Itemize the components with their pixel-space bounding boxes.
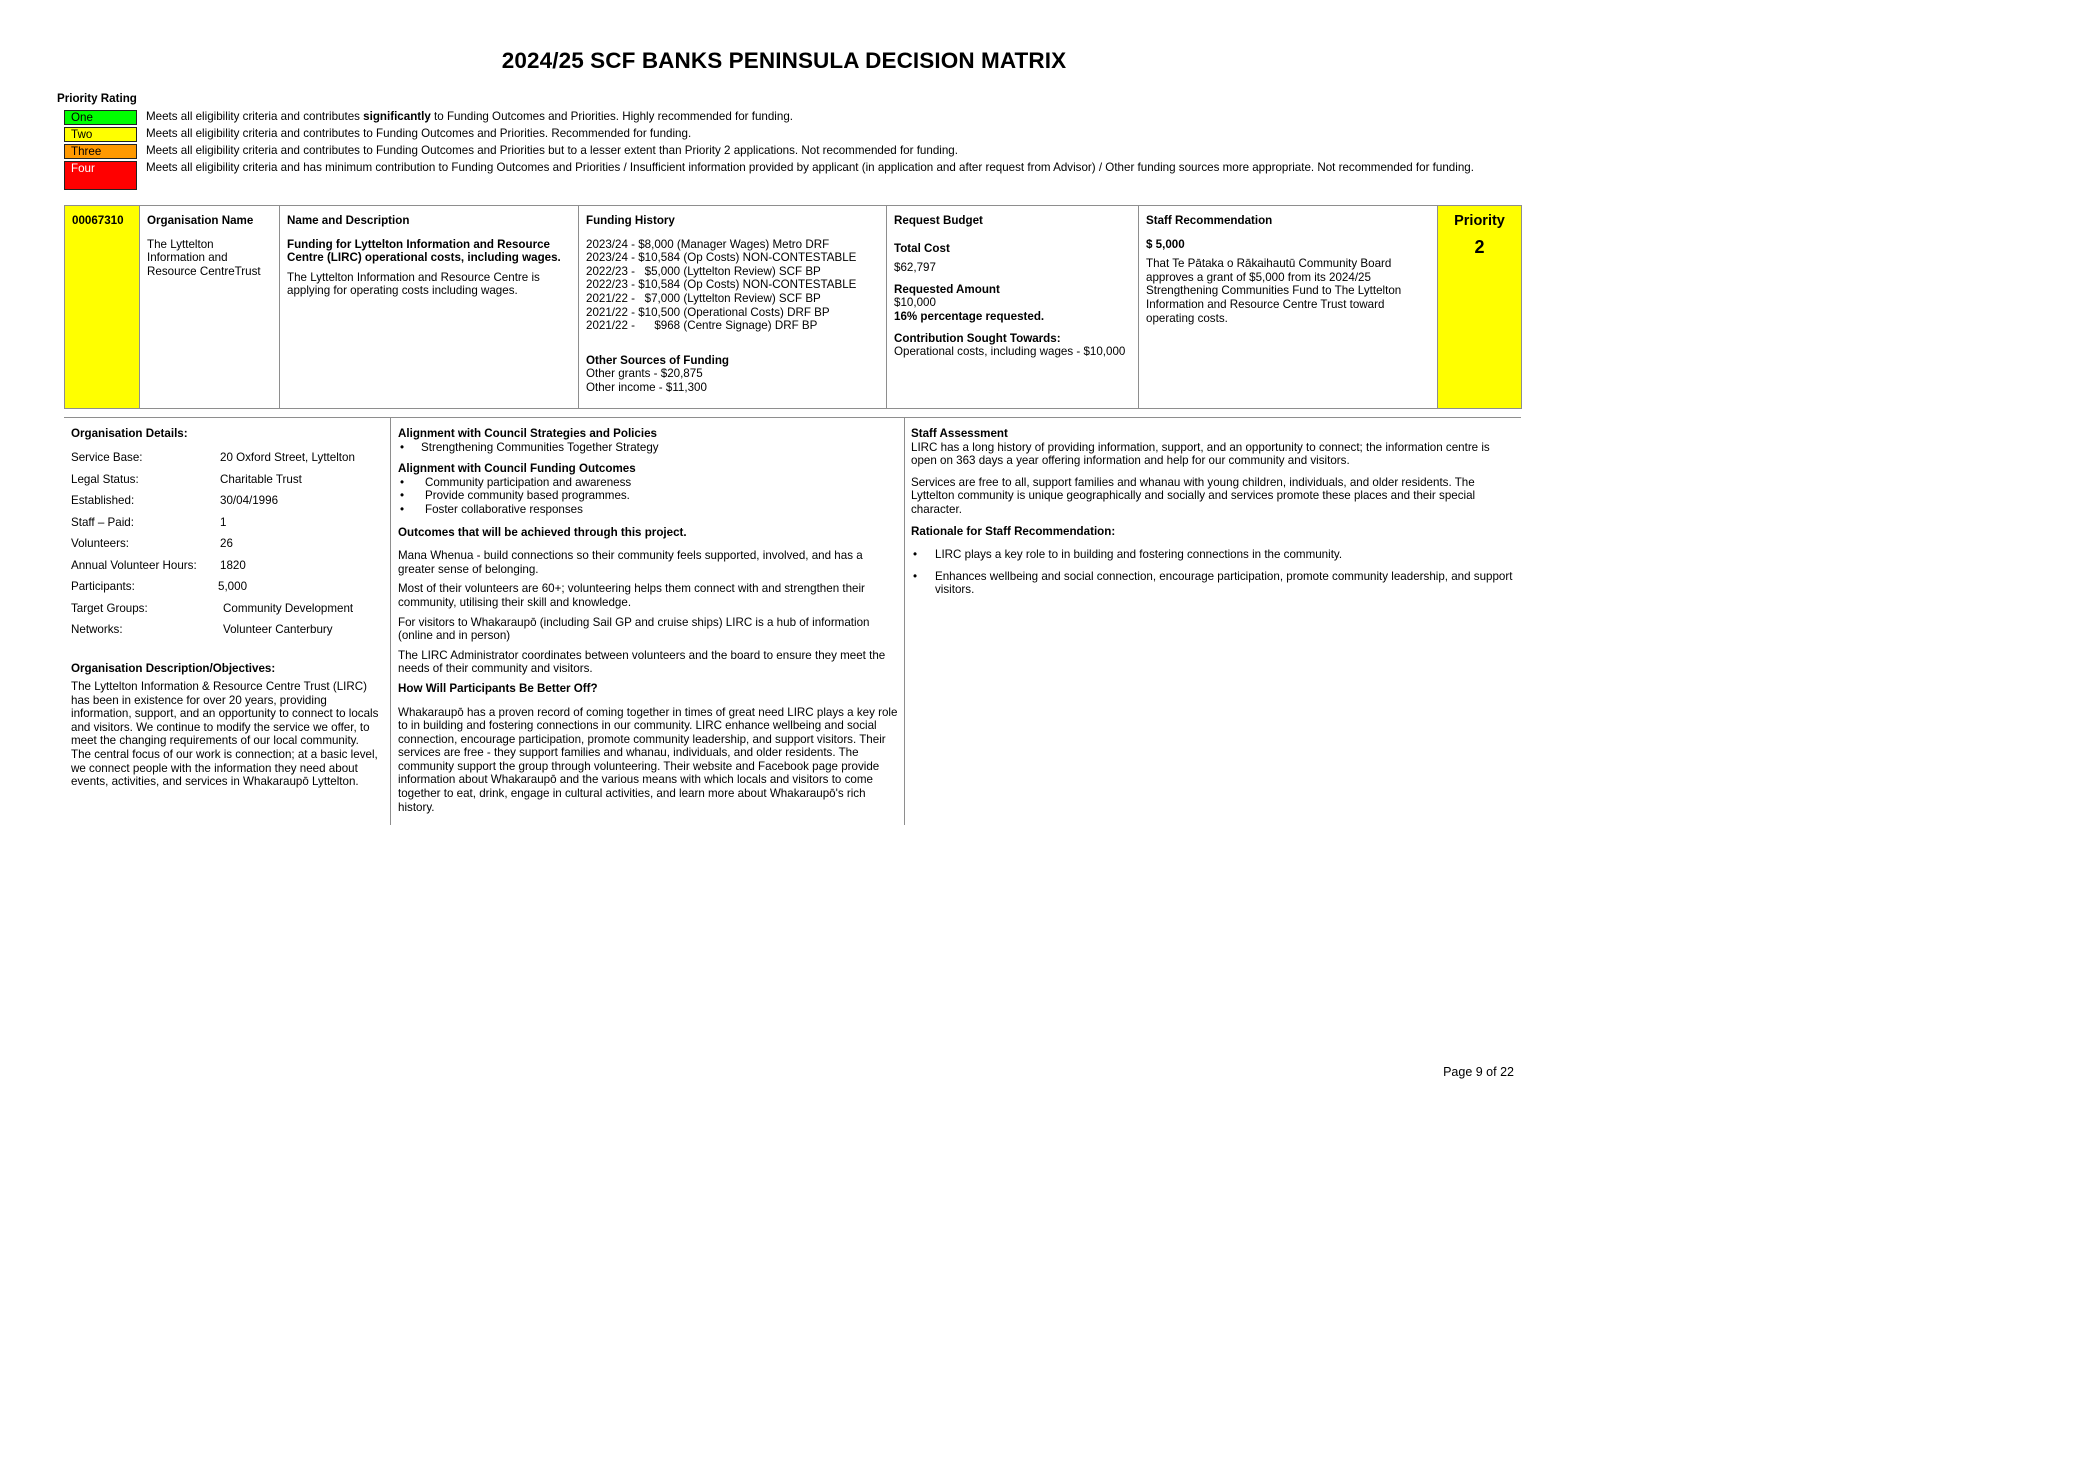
request-budget-cell <box>887 206 1139 409</box>
funding-history-item: 2021/22 - $10,500 (Operational Costs) DRF BP <box>586 305 830 319</box>
detail-value: Volunteer Canterbury <box>223 623 333 636</box>
detail-label: Volunteers: <box>71 537 130 550</box>
detail-label: Annual Volunteer Hours: <box>71 559 197 572</box>
priority-three-desc: Meets all eligibility criteria and contributes to Funding Outcomes and Priorities but to a lesser extent than Priority 2 applications. Not recommended for funding. <box>146 144 958 157</box>
achieved-paragraph: Mana Whenua - build connections so their community feels supported, involved, and has a greater sense of belonging. <box>398 549 863 576</box>
funding-history-item: 2022/23 - $10,584 (Op Costs) NON-CONTESTABLE <box>586 278 857 292</box>
priority-one-label: One <box>64 110 137 125</box>
funding-history-item: 2021/22 - $968 (Centre Signage) DRF BP <box>586 319 818 333</box>
rationale-heading: Rationale for Staff Recommendation: <box>911 524 1116 538</box>
funding-history-item: 2022/23 - $5,000 (Lyttelton Review) SCF BP <box>586 264 821 278</box>
desc-title: Funding for Lyttelton Information and Resource Centre (LIRC) operational costs, including wages. <box>287 237 561 265</box>
rationale-item: • LIRC plays a key role to in building and fostering connections in the community. <box>911 548 1513 562</box>
percentage-requested: 16% percentage requested. <box>894 309 1045 323</box>
funding-history-item: 2023/24 - $10,584 (Op Costs) NON-CONTESTABLE <box>586 251 857 265</box>
desc-heading: Name and Description <box>287 214 410 227</box>
funding-history-item: 2021/22 - $7,000 (Lyttelton Review) SCF BP <box>586 291 821 305</box>
detail-label: Participants: <box>71 580 135 593</box>
detail-value: 30/04/1996 <box>220 494 279 507</box>
total-cost-value: $62,797 <box>894 261 936 275</box>
outcome-item: • Provide community based programmes. <box>398 489 900 503</box>
detail-value: 1 <box>220 516 227 529</box>
rationale-list <box>911 548 1513 597</box>
achieved-paragraph: The LIRC Administrator coordinates between volunteers and the board to ensure they meet the needs of their community and visitors. <box>398 648 886 676</box>
other-source-item: Other income - $11,300 <box>586 380 707 394</box>
staff-assessment-column <box>911 427 1513 597</box>
priority-cell <box>1438 206 1522 409</box>
assessment-paragraph: LIRC has a long history of providing information, support, and an opportunity to connect; the information centre is open on 363 days a year offering information and help for our community and visitors. <box>911 440 1490 468</box>
org-description-heading: Organisation Description/Objectives: <box>71 662 276 675</box>
detail-label: Established: <box>71 494 135 507</box>
detail-value: 1820 <box>220 559 246 572</box>
achieved-heading: Outcomes that will be achieved through this project. <box>398 525 687 539</box>
strategy-item: • Strengthening Communities Together Strategy <box>398 441 900 455</box>
funding-history-heading: Funding History <box>586 214 675 227</box>
recommendation-amount: $ 5,000 <box>1146 237 1185 251</box>
recommendation-heading: Staff Recommendation <box>1146 214 1273 227</box>
priority-four-desc: Meets all eligibility criteria and has minimum contribution to Funding Outcomes and Priorities / Insufficient information provided by applicant (in application and after request from Advisor) / Other funding sources more appropriate. Not recommended for funding. <box>146 161 1474 174</box>
detail-value: 5,000 <box>218 580 248 593</box>
org-name-heading: Organisation Name <box>147 214 254 227</box>
priority-value: 2 <box>1474 236 1485 257</box>
organisation-cell <box>140 206 280 409</box>
other-sources-heading: Other Sources of Funding <box>586 353 729 367</box>
application-id: 00067310 <box>65 206 140 409</box>
column-divider <box>390 418 391 825</box>
other-source-item: Other grants - $20,875 <box>586 367 703 381</box>
rationale-item: • Enhances wellbeing and social connection, encourage participation, promote community leadership, and support visitors. <box>911 570 1513 597</box>
staff-assessment-heading: Staff Assessment <box>911 427 1008 440</box>
org-details-heading: Organisation Details: <box>71 427 188 440</box>
detail-label: Networks: <box>71 623 123 636</box>
detail-value: Community Development <box>223 602 354 615</box>
priority-heading: Priority <box>1454 213 1505 229</box>
detail-value: 26 <box>220 537 233 550</box>
better-off-heading: How Will Participants Be Better Off? <box>398 681 598 695</box>
budget-heading: Request Budget <box>894 214 983 227</box>
funding-history-cell <box>579 206 887 409</box>
detail-label: Legal Status: <box>71 473 139 486</box>
priority-one-desc: Meets all eligibility criteria and contributes significantly to Funding Outcomes and Priorities. Highly recommended for funding. <box>146 110 793 123</box>
description-cell <box>280 206 579 409</box>
strategies-list <box>398 441 900 455</box>
detail-label: Target Groups: <box>71 602 148 615</box>
outcome-item: • Community participation and awareness <box>398 476 900 490</box>
achieved-paragraph: Most of their volunteers are 60+; volunteering helps them connect with and strengthen their community, utilising their skill and knowledge. <box>398 582 865 609</box>
detail-label: Staff – Paid: <box>71 516 134 529</box>
funding-history-item: 2023/24 - $8,000 (Manager Wages) Metro DRF <box>586 237 830 251</box>
priority-three-label: Three <box>64 144 137 159</box>
page-number: Page 9 of 22 <box>1443 1065 1514 1079</box>
priority-rating-heading: Priority Rating <box>57 92 137 105</box>
detail-value: Charitable Trust <box>220 473 302 486</box>
requested-amount-label: Requested Amount <box>894 282 1000 296</box>
contribution-label: Contribution Sought Towards: <box>894 331 1061 345</box>
outcome-item: • Foster collaborative responses <box>398 503 900 517</box>
desc-body: The Lyttelton Information and Resource Centre is applying for operating costs including wages. <box>287 270 540 298</box>
assessment-paragraph: Services are free to all, support families and whanau with young children, individuals, and older residents. The Lyttelton community is unique geographically and socially and services promote these places and their special character. <box>911 475 1476 516</box>
org-description-text: The Lyttelton Information & Resource Centre Trust (LIRC) has been in existence for over 20 years, providing information, support, and an opportunity to connect to locals and visitors. We continue to modify the service we offer, to meet the changing requirements of our local community. The central focus of our work is connection; at a basic level, we connect people with the information they need about events, activities, and services in Whakaraupō Lyttelton. <box>71 680 379 789</box>
contribution-value: Operational costs, including wages - $10,000 <box>894 345 1126 359</box>
org-name: The Lyttelton Information and Resource CentreTrust <box>147 237 261 278</box>
priority-two-desc: Meets all eligibility criteria and contributes to Funding Outcomes and Priorities. Recommended for funding. <box>146 127 692 140</box>
priority-two-label: Two <box>64 127 137 142</box>
outcomes-list <box>398 476 900 517</box>
requested-amount-value: $10,000 <box>894 296 936 310</box>
application-table <box>64 205 1522 409</box>
achieved-paragraph: For visitors to Whakaraupō (including Sail GP and cruise ships) LIRC is a hub of information (online and in person) <box>398 615 870 643</box>
total-cost-label: Total Cost <box>894 241 950 255</box>
strategies-heading: Alignment with Council Strategies and Policies <box>398 427 657 440</box>
detail-value: 20 Oxford Street, Lyttelton <box>220 451 355 464</box>
better-off-text: Whakaraupō has a proven record of coming together in times of great need LIRC plays a key role to in building and fostering connections in our community. LIRC enhance wellbeing and social connection, encourage participation, promote community leadership, and support visitors. Their services are free - they support families and whanau, individuals, and older residents. The community support the group through volunteering. Their website and Facebook page provide information about Whakaraupō and the various means with which locals and visitors to come together to eat, drink, engage in cultural activities, and learn more about Whakaraupō's rich history. <box>398 705 898 814</box>
staff-recommendation-cell <box>1139 206 1438 409</box>
alignment-column <box>398 427 900 814</box>
detail-label: Service Base: <box>71 451 143 464</box>
recommendation-text: That Te Pātaka o Rākaihautū Community Board approves a grant of $5,000 from its 2024/25 Strengthening Communities Fund to The Lyttelton Information and Resource Centre Trust toward operating costs. <box>1146 257 1402 325</box>
outcomes-heading: Alignment with Council Funding Outcomes <box>398 462 636 476</box>
priority-four-label: Four <box>64 161 137 190</box>
page-title: 2024/25 SCF BANKS PENINSULA DECISION MATRIX <box>501 48 1067 73</box>
section-divider <box>64 417 1521 418</box>
column-divider <box>904 418 905 825</box>
